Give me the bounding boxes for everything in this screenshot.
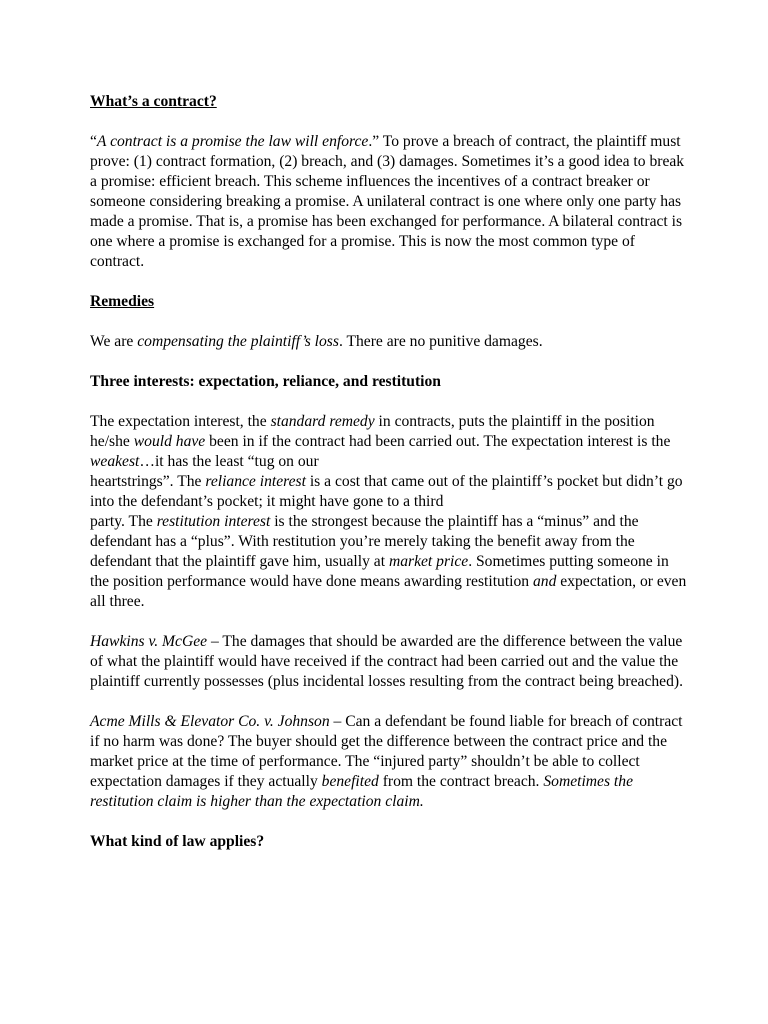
heading-what-law-applies: What kind of law applies? — [90, 833, 265, 850]
interests-text-b: in contracts, puts the plaintiff in the position he/she — [90, 413, 655, 450]
interests-text-j: expectation, or even all three. — [90, 573, 687, 610]
interests-text-e: heartstrings”. The — [90, 473, 206, 490]
interests-text-a: The expectation interest, the — [90, 413, 271, 430]
document-body — [90, 92, 690, 872]
acme-text-b: from the contract breach. — [378, 773, 544, 790]
interests-em-and: and — [533, 573, 557, 590]
case-name-hawkins: Hawkins v. McGee — [90, 633, 208, 650]
paragraph-interests — [90, 412, 690, 612]
interests-em-restitution: restitution interest — [156, 513, 271, 530]
acme-em-restitution-claim: Sometimes the restitution claim is higher than the expectation claim. — [90, 773, 633, 810]
contract-definition-text: To prove a breach of contract, the plaintiff must prove: (1) contract formation, (2) breach, and (3) damages. Sometimes it’s a good idea to break a promise: efficient breach. This scheme influences the incentives of a contract breaker or someone considering breaking a promise. A unilateral contract is one where only one party has made a promise. That is, a promise has been exchanged for performance. A bilateral contract is one where a promise is exchanged for a promise. This is now the most common type of contract. — [90, 133, 685, 270]
interests-text-h: is the strongest because the plaintiff has a “minus” and the defendant has a “plus”. With restitution you’re merely taking the benefit away from the defendant that the plaintiff gave him, usually at — [90, 513, 639, 570]
paragraph-hawkins — [90, 632, 690, 692]
paragraph-remedies — [90, 332, 690, 352]
interests-em-reliance: reliance interest — [205, 473, 306, 490]
interests-em-standard-remedy: standard remedy — [270, 413, 375, 430]
quote-close: .” — [368, 133, 380, 150]
heading-remedies: Remedies — [90, 293, 155, 310]
remedies-emphasis: compensating the plaintiff’s loss — [137, 333, 339, 350]
acme-em-benefited: benefited — [321, 773, 379, 790]
interests-text-d: …it has the least “tug on our — [139, 453, 319, 470]
interests-text-i: . Sometimes putting someone in the position performance would have done means awarding restitution — [90, 553, 669, 590]
interests-text-f: is a cost that came out of the plaintiff’s pocket but didn’t go into the defendant’s pocket; it might have gone to a third — [90, 473, 683, 510]
acme-text-a: – Can a defendant be found liable for breach of contract if no harm was done? The buyer should get the difference between the contract price and the market price at the time of performance. The “injured party” shouldn’t be able to collect expectation damages if they actually — [90, 713, 683, 790]
hawkins-text: – The damages that should be awarded are the difference between the value of what the plaintiff would have received if the contract had been carried out and the value the plaintiff currently possesses (plus incidental losses resulting from the contract being breached). — [90, 633, 683, 690]
paragraph-contract-definition — [90, 132, 690, 272]
remedies-text-b: . There are no punitive damages. — [338, 333, 543, 350]
remedies-text-a: We are — [90, 333, 138, 350]
contract-definition-quote: A contract is a promise the law will enforce — [96, 133, 369, 150]
interests-text-g: party. The — [90, 513, 157, 530]
interests-em-market-price: market price — [388, 553, 469, 570]
case-name-acme: Acme Mills & Elevator Co. v. Johnson — [90, 713, 330, 730]
interests-em-would-have: would have — [133, 433, 206, 450]
paragraph-acme — [90, 712, 690, 812]
interests-em-weakest: weakest — [90, 453, 140, 470]
interests-text-c: been in if the contract had been carried out. The expectation interest is the — [205, 433, 671, 450]
heading-three-interests: Three interests: expectation, reliance, and restitution — [90, 373, 441, 390]
quote-open: “ — [90, 133, 97, 150]
heading-whats-a-contract: What’s a contract? — [90, 93, 217, 110]
